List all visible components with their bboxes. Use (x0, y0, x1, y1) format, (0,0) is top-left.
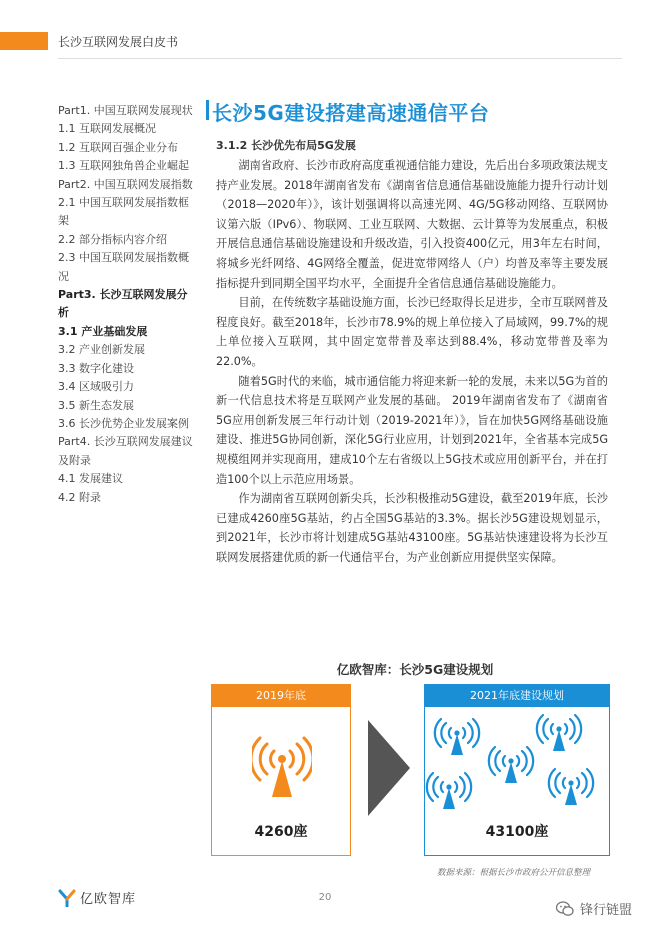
toc-item[interactable]: 2.1 中国互联网发展指数框 (58, 196, 189, 210)
panel-2021-plan (424, 684, 610, 856)
header-accent-bar (0, 32, 48, 50)
toc-item[interactable]: 2.2 部分指标内容介绍 (58, 232, 167, 246)
toc-item[interactable]: 析 (58, 306, 69, 320)
antenna-cluster-icon (425, 711, 609, 821)
panel-2019 (211, 684, 351, 856)
toc-item[interactable]: 3.6 长沙优势企业发展案例 (58, 416, 189, 430)
figure-title: 亿欧智库：长沙5G建设规划 (336, 662, 494, 677)
toc-item[interactable]: Part1. 中国互联网发展现状 (58, 104, 193, 117)
panel-2021-count: 43100座 (485, 824, 549, 840)
toc-item[interactable]: 架 (58, 214, 69, 228)
arrow-right-icon (368, 720, 410, 816)
paragraph-2: 目前，在传统数字基础设施方面，长沙已经取得长足进步，全市互联网普及程度良好。截至2018年，长沙市78.9%的规上单位接入了局域网，99.7%的规上单位接入互联网，其中固定宽带普及率达到88.4%，移动宽带普及率为22.0%。 (216, 296, 608, 368)
header-title: 长沙互联网发展白皮书 (58, 35, 179, 49)
toc-item[interactable]: Part2. 中国互联网发展指数 (58, 177, 193, 191)
toc-item[interactable]: Part4. 长沙互联网发展建议 (58, 435, 193, 449)
panel-2019-count: 4260座 (254, 824, 308, 840)
toc-item[interactable]: 3.3 数字化建设 (58, 361, 134, 375)
paragraph-3: 随着5G时代的来临，城市通信能力将迎来新一轮的发展，未来以5G为首的新一代信息技术将是互联网产业发展的基础。 2019年湖南省发布了《湖南省5G应用创新发展三年行动计划（2019-2021年）》，旨在加快5G网络基础设施建设、推进5G协同创新，深化5G行业应用，计划到2021年，全省基本完成5G规模组网并实现商用，建成10个左右省级以上5G技术或应用创新平台，并在打造100个以上示范应用场景。 (216, 374, 608, 486)
header-divider (58, 58, 622, 59)
toc-item[interactable]: 3.2 产业创新发展 (58, 343, 145, 357)
paragraph-1: 湖南省政府、长沙市政府高度重视通信能力建设，先后出台多项政策法规支持产业发展。2018年湖南省发布《湖南省信息通信基础设施能力提升行动计划（2018—2020年）》，该计划强调将以高速光网、4G/5G移动网络、互联网协议第六版（IPv6）、物联网、工业互联网、大数据、云计算等为发展重点，积极开展信息通信基础设施建设和升级改造，引入投资400亿元，用3年左右时间，将城乡光纤网络、4G网络全覆盖，促进宽带网络人（户）均普及率等主要发展指标提升到同期全国平均水平，全面提升全省信息通信基础设施能力。 (216, 159, 608, 290)
table-of-contents (58, 102, 196, 507)
toc-item[interactable]: 1.3 互联网独角兽企业崛起 (58, 159, 189, 173)
title-accent-bar (206, 100, 209, 120)
toc-item[interactable]: 况 (58, 269, 69, 283)
wechat-icon (556, 901, 574, 917)
toc-item[interactable]: 3.4 区域吸引力 (58, 380, 134, 394)
toc-item[interactable]: 及附录 (58, 453, 91, 467)
wechat-watermark (556, 899, 632, 918)
toc-item[interactable]: 2.3 中国互联网发展指数概 (58, 251, 189, 265)
panel-2021-caption: 2021年底建设规划 (425, 685, 609, 707)
panel-2019-caption: 2019年底 (212, 685, 350, 707)
toc-item[interactable]: 4.1 发展建议 (58, 472, 123, 486)
wechat-account-name: 锋行链盟 (579, 903, 632, 918)
toc-item[interactable]: 1.2 互联网百强企业分布 (58, 140, 178, 154)
toc-item[interactable]: 1.1 互联网发展概况 (58, 122, 156, 136)
page-number: 20 (318, 892, 332, 903)
page-title: 长沙5G建设搭建高速通信平台 (212, 101, 490, 125)
paragraph-4: 作为湖南省互联网创新尖兵，长沙积极推动5G建设，截至2019年底，长沙已建成4260座5G基站，约占全国5G基站的3.3%。据长沙5G建设规划显示，到2021年，长沙市将计划建成5G基站43100座。5G基站快速建设将为长沙互联网发展搭建优质的新一代通信平台，为产业创新应用提供坚实保障。 (216, 492, 608, 564)
toc-item[interactable]: 3.1 产业基础发展 (58, 324, 148, 338)
toc-item[interactable]: Part3. 长沙互联网发展分 (58, 288, 188, 302)
toc-item[interactable]: 4.2 附录 (58, 490, 101, 504)
data-source-note: 数据来源：根据长沙市政府公开信息整理 (436, 868, 590, 878)
brand-name: 亿欧智库 (80, 892, 137, 907)
toc-item[interactable]: 3.5 新生态发展 (58, 398, 134, 412)
antenna-icon (252, 733, 312, 803)
section-subheading: 3.1.2 长沙优先布局5G发展 (216, 139, 356, 152)
body-text (216, 156, 608, 567)
